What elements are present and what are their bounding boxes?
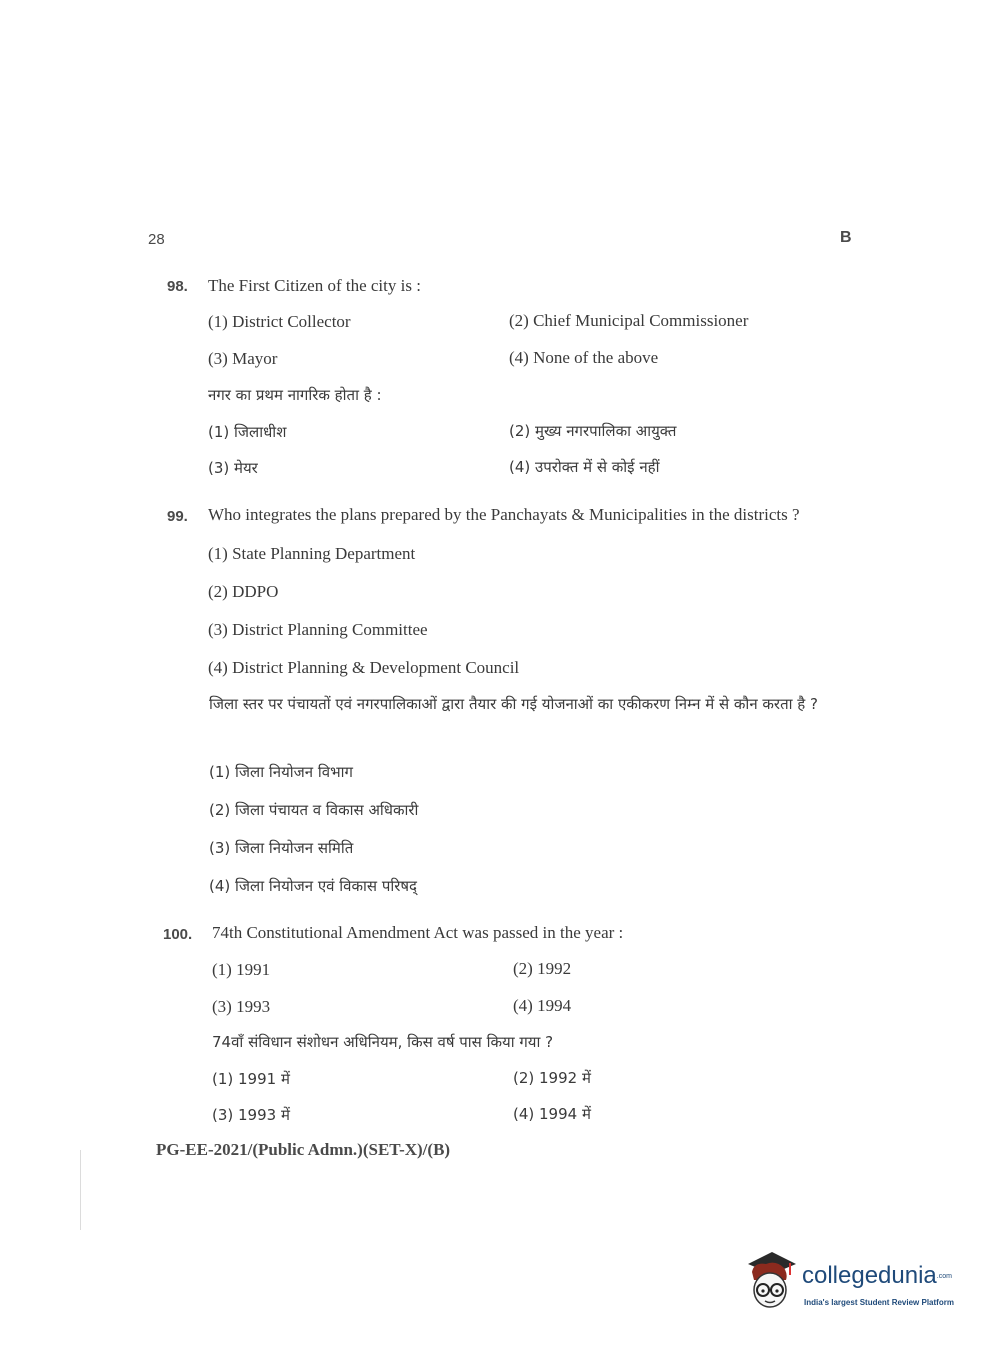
logo-name: collegedunia <box>802 1262 937 1289</box>
option-hi: (4) उपरोक्त में से कोई नहीं <box>509 458 660 476</box>
question-text-en: 74th Constitutional Amendment Act was passed in the year : <box>212 923 624 942</box>
option-en: (2) DDPO <box>208 582 279 601</box>
question-number: 98. <box>167 278 188 295</box>
option-hi: (2) 1992 में <box>513 1069 591 1087</box>
question-text-hi: 74वाँ संविधान संशोधन अधिनियम, किस वर्ष पास किया गया ? <box>212 1033 554 1051</box>
option-hi: (3) जिला नियोजन समिति <box>209 839 354 857</box>
option-en: (3) District Planning Committee <box>208 620 428 639</box>
collegedunia-logo <box>742 1248 972 1312</box>
option-hi: (2) मुख्य नगरपालिका आयुक्त <box>509 422 677 440</box>
set-letter: B <box>840 229 852 246</box>
student-mascot-icon <box>742 1250 800 1312</box>
question-number: 99. <box>167 508 188 525</box>
logo-suffix: .com <box>936 1273 952 1281</box>
logo-tagline: India's largest Student Review Platform <box>804 1298 954 1307</box>
option-hi: (4) जिला नियोजन एवं विकास परिषद् <box>209 877 417 895</box>
option-en: (4) District Planning & Development Council <box>208 658 520 677</box>
question-text-en: The First Citizen of the city is : <box>208 276 421 295</box>
option-en: (1) District Collector <box>208 312 351 331</box>
option-en: (4) 1994 <box>513 996 572 1015</box>
option-en: (3) 1993 <box>212 997 271 1016</box>
option-en: (1) 1991 <box>212 960 271 979</box>
option-en: (4) None of the above <box>509 348 659 367</box>
option-en: (1) State Planning Department <box>208 544 416 563</box>
option-hi: (3) 1993 में <box>212 1106 290 1124</box>
option-en: (2) Chief Municipal Commissioner <box>509 311 749 330</box>
option-hi: (4) 1994 में <box>513 1105 591 1123</box>
option-hi: (1) जिला नियोजन विभाग <box>209 763 353 781</box>
option-hi: (1) जिलाधीश <box>208 423 287 441</box>
question-text-en: Who integrates the plans prepared by the Panchayats & Municipalities in the districts ? <box>208 505 800 524</box>
paper-code: PG-EE-2021/(Public Admn.)(SET-X)/(B) <box>156 1140 451 1159</box>
option-hi: (3) मेयर <box>208 459 258 477</box>
option-en: (3) Mayor <box>208 349 278 368</box>
option-en: (2) 1992 <box>513 959 572 978</box>
option-hi: (1) 1991 में <box>212 1070 290 1088</box>
page-number: 28 <box>148 231 165 248</box>
question-number: 100. <box>163 926 193 943</box>
scan-margin-line <box>80 1150 81 1230</box>
option-hi: (2) जिला पंचायत व विकास अधिकारी <box>209 801 419 819</box>
question-text-hi: जिला स्तर पर पंचायतों एवं नगरपालिकाओं द्वारा तैयार की गई योजनाओं का एकीकरण निम्न में से कौन करता है ? <box>209 695 818 713</box>
question-text-hi: नगर का प्रथम नागरिक होता है : <box>208 386 382 404</box>
